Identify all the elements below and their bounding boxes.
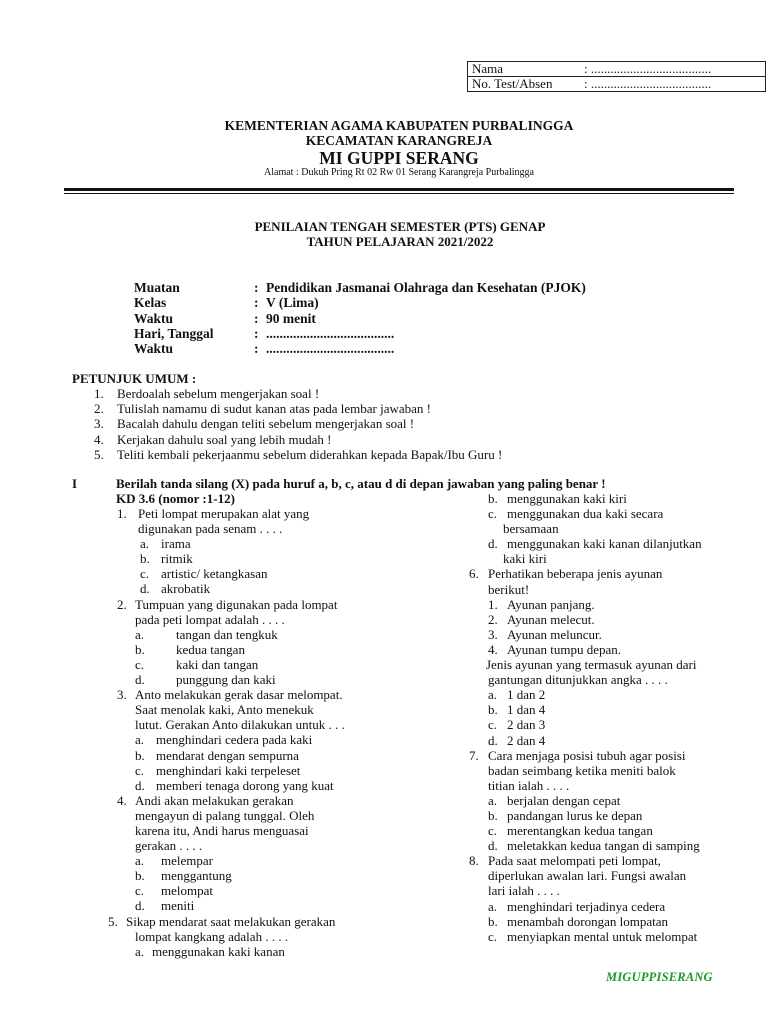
item-text: Ayunan panjang. bbox=[507, 596, 595, 612]
item-marker: a. bbox=[488, 792, 498, 808]
question-line bbox=[463, 838, 768, 853]
item-marker: 4. bbox=[117, 792, 127, 808]
item-text: Peti lompat merupakan alat yang bbox=[138, 506, 310, 521]
question-line bbox=[100, 763, 390, 778]
item-marker: b. bbox=[135, 747, 145, 763]
question-line bbox=[100, 717, 390, 732]
meta-colon: : bbox=[254, 310, 259, 326]
item-marker: c. bbox=[135, 762, 145, 778]
item-marker: 1. bbox=[117, 506, 127, 521]
item-text: menambah dorongan lompatan bbox=[507, 913, 669, 929]
item-text: menggunakan kaki kanan bbox=[152, 943, 285, 959]
item-text: menghindari kaki terpeleset bbox=[156, 762, 301, 778]
name-row bbox=[468, 62, 766, 77]
instruction-text: Kerjakan dahulu soal yang lebih mudah ! bbox=[117, 431, 332, 447]
exam-year: TAHUN PELAJARAN 2021/2022 bbox=[306, 234, 494, 249]
item-text: Cara menjaga posisi tubuh agar posisi bbox=[488, 747, 686, 763]
item-marker: 8. bbox=[469, 853, 479, 869]
question-line bbox=[100, 944, 390, 959]
item-marker: a. bbox=[135, 943, 145, 959]
question-line bbox=[100, 929, 390, 944]
instruction-number: 5. bbox=[94, 446, 104, 462]
item-marker: 4. bbox=[488, 641, 498, 657]
item-text: gerakan . . . . bbox=[135, 838, 203, 854]
exam-title: PENILAIAN TENGAH SEMESTER (PTS) GENAP bbox=[254, 219, 546, 234]
item-marker: c. bbox=[140, 566, 150, 582]
test-field: : ..................................... bbox=[580, 77, 766, 92]
meta-label: Muatan bbox=[134, 280, 180, 295]
question-line bbox=[100, 853, 390, 868]
question-line bbox=[463, 883, 768, 898]
item-text: Saat menolak kaki, Anto menekuk bbox=[135, 702, 314, 718]
item-text: Sikap mendarat saat melakukan gerakan bbox=[126, 913, 336, 929]
item-text: Jenis ayunan yang termasuk ayunan dari bbox=[486, 657, 697, 673]
question-line bbox=[100, 521, 390, 536]
question-line bbox=[463, 506, 768, 521]
item-marker: d. bbox=[488, 732, 498, 748]
question-line bbox=[463, 521, 768, 536]
item-marker: d. bbox=[135, 672, 145, 688]
name-field: : ..................................... bbox=[580, 62, 766, 77]
item-marker: d. bbox=[135, 898, 145, 914]
item-text: berjalan dengan cepat bbox=[507, 792, 621, 808]
instruction-number: 4. bbox=[94, 431, 104, 447]
instruction-text: Teliti kembali pekerjaanmu sebelum diderahkan kepada Bapak/Ibu Guru ! bbox=[117, 446, 503, 462]
question-line bbox=[100, 778, 390, 793]
instruction-text: Berdoalah sebelum mengerjakan soal ! bbox=[117, 386, 320, 401]
item-text: melempar bbox=[161, 853, 213, 869]
question-line bbox=[100, 898, 390, 913]
item-text: ritmik bbox=[161, 551, 193, 567]
item-text: 2 dan 3 bbox=[507, 717, 546, 733]
item-marker: 1. bbox=[488, 596, 498, 612]
item-text: bersamaan bbox=[503, 521, 559, 537]
item-text: irama bbox=[161, 536, 191, 552]
question-line bbox=[463, 597, 768, 612]
item-text: titian ialah . . . . bbox=[488, 777, 570, 793]
item-marker: a. bbox=[488, 687, 498, 703]
item-marker: 2. bbox=[488, 611, 498, 627]
item-text: tangan dan tengkuk bbox=[176, 626, 278, 642]
item-marker: c. bbox=[488, 506, 498, 522]
item-marker: d. bbox=[488, 536, 498, 552]
item-marker: c. bbox=[135, 883, 145, 899]
question-line bbox=[100, 687, 390, 702]
item-text: gantungan ditunjukkan angka . . . . bbox=[488, 672, 668, 688]
item-text: kaki kiri bbox=[503, 551, 547, 567]
instruction-number: 1. bbox=[94, 386, 104, 401]
question-line bbox=[100, 672, 390, 687]
meta-colon: : bbox=[254, 341, 259, 357]
item-text: 2 dan 4 bbox=[507, 732, 546, 748]
item-marker: 6. bbox=[469, 566, 479, 582]
section-instruction: Berilah tanda silang (X) pada huruf a, b, c, atau d di depan jawaban yang paling benar ! bbox=[116, 476, 606, 491]
identity-box bbox=[467, 61, 766, 92]
item-text: Pada saat melompati peti lompat, bbox=[488, 853, 661, 869]
meta-label: Waktu bbox=[134, 310, 174, 326]
item-marker: d. bbox=[140, 581, 150, 597]
item-marker: c. bbox=[488, 928, 498, 944]
question-line bbox=[100, 914, 390, 929]
item-text: Ayunan meluncur. bbox=[507, 626, 602, 642]
item-text: merentangkan kedua tangan bbox=[507, 823, 653, 839]
item-text: mendarat dengan sempurna bbox=[156, 747, 299, 763]
question-line bbox=[100, 627, 390, 642]
item-text: menggantung bbox=[161, 868, 232, 884]
header-address: Alamat : Dukuh Pring Rt 02 Rw 01 Serang Karangreja Purbalingga bbox=[264, 167, 534, 178]
item-text: Ayunan melecut. bbox=[507, 611, 595, 627]
item-text: memberi tenaga dorong yang kuat bbox=[156, 777, 334, 793]
item-marker: d. bbox=[488, 838, 498, 854]
item-marker: d. bbox=[135, 777, 145, 793]
header-rule-thick bbox=[64, 188, 734, 191]
item-text: meniti bbox=[161, 898, 195, 914]
question-line bbox=[463, 612, 768, 627]
header-district: KECAMATAN KARANGREJA bbox=[305, 133, 493, 148]
question-line bbox=[100, 642, 390, 657]
instruction-text: Tulislah namamu di sudut kanan atas pada lembar jawaban ! bbox=[117, 401, 431, 417]
name-label: Nama bbox=[468, 62, 581, 77]
instructions-title: PETUNJUK UMUM : bbox=[72, 371, 197, 386]
header-school: MI GUPPI SERANG bbox=[319, 148, 479, 168]
question-line bbox=[463, 793, 768, 808]
question-line bbox=[463, 672, 768, 687]
section-kd: KD 3.6 (nomor :1-12) bbox=[116, 491, 235, 506]
meta-label: Hari, Tanggal bbox=[134, 325, 214, 341]
meta-value: V (Lima) bbox=[266, 295, 319, 311]
question-line bbox=[463, 899, 768, 914]
meta-value: Pendidikan Jasmanai Olahraga dan Kesehatan (PJOK) bbox=[266, 280, 586, 295]
question-line bbox=[463, 627, 768, 642]
question-line bbox=[463, 823, 768, 838]
questions-left-column bbox=[100, 506, 390, 959]
question-line bbox=[463, 868, 768, 883]
item-marker: 3. bbox=[488, 626, 498, 642]
questions-right-column bbox=[463, 491, 768, 944]
item-marker: 5. bbox=[108, 913, 118, 929]
item-text: menggunakan kaki kanan dilanjutkan bbox=[507, 536, 702, 552]
item-text: menggunakan kaki kiri bbox=[507, 491, 627, 506]
question-line bbox=[100, 566, 390, 581]
item-text: lari ialah . . . . bbox=[488, 883, 560, 899]
item-text: mengayun di palang tunggal. Oleh bbox=[135, 807, 315, 823]
item-text: artistic/ ketangkasan bbox=[161, 566, 268, 582]
item-marker: b. bbox=[488, 807, 498, 823]
item-marker: c. bbox=[488, 823, 498, 839]
header-rule-thin bbox=[64, 193, 734, 194]
item-text: Ayunan tumpu depan. bbox=[507, 641, 621, 657]
item-marker: a. bbox=[135, 626, 145, 642]
question-line bbox=[463, 536, 768, 551]
item-text: Andi akan melakukan gerakan bbox=[135, 792, 294, 808]
item-marker: 7. bbox=[469, 747, 479, 763]
item-text: akrobatik bbox=[161, 581, 211, 597]
item-text: badan seimbang ketika meniti balok bbox=[488, 762, 676, 778]
item-text: melompat bbox=[161, 883, 213, 899]
question-line bbox=[100, 702, 390, 717]
item-marker: c. bbox=[488, 717, 498, 733]
meta-value: ...................................... bbox=[266, 341, 395, 357]
instruction-number: 2. bbox=[94, 401, 104, 417]
question-line bbox=[463, 642, 768, 657]
question-line bbox=[463, 702, 768, 717]
meta-colon: : bbox=[254, 280, 259, 295]
item-marker: b. bbox=[135, 868, 145, 884]
question-line bbox=[100, 732, 390, 747]
item-text: Anto melakukan gerak dasar melompat. bbox=[135, 687, 343, 703]
item-marker: a. bbox=[135, 732, 145, 748]
item-text: Perhatikan beberapa jenis ayunan bbox=[488, 566, 663, 582]
question-line bbox=[463, 748, 768, 763]
question-line bbox=[463, 717, 768, 732]
item-text: kedua tangan bbox=[176, 641, 245, 657]
question-line bbox=[100, 581, 390, 596]
item-marker: 3. bbox=[117, 687, 127, 703]
item-text: pandangan lurus ke depan bbox=[507, 807, 643, 823]
meta-label: Kelas bbox=[134, 295, 167, 311]
instruction-number: 3. bbox=[94, 416, 104, 432]
question-line bbox=[463, 853, 768, 868]
test-label: No. Test/Absen bbox=[468, 77, 581, 92]
question-line bbox=[463, 733, 768, 748]
question-line bbox=[100, 657, 390, 672]
test-row bbox=[468, 77, 766, 92]
question-line bbox=[463, 657, 768, 672]
question-line bbox=[463, 778, 768, 793]
meta-colon: : bbox=[254, 325, 259, 341]
item-text: 1 dan 2 bbox=[507, 687, 546, 703]
item-marker: b. bbox=[488, 702, 498, 718]
footer-watermark: MIGUPPISERANG bbox=[606, 970, 713, 984]
item-text: lompat kangkang adalah . . . . bbox=[135, 928, 289, 944]
question-line bbox=[100, 793, 390, 808]
meta-label: Waktu bbox=[134, 341, 174, 357]
question-line bbox=[463, 551, 768, 566]
item-marker: 2. bbox=[117, 596, 127, 612]
item-text: 1 dan 4 bbox=[507, 702, 546, 718]
header-ministry: KEMENTERIAN AGAMA KABUPATEN PURBALINGGA bbox=[224, 118, 574, 133]
question-line bbox=[463, 566, 768, 581]
question-line bbox=[100, 823, 390, 838]
question-line bbox=[100, 597, 390, 612]
item-text: pada peti lompat adalah . . . . bbox=[135, 611, 285, 627]
question-line bbox=[463, 491, 768, 506]
item-text: lutut. Gerakan Anto dilakukan untuk . . . bbox=[135, 717, 345, 733]
item-marker: a. bbox=[140, 536, 150, 552]
item-text: Tumpuan yang digunakan pada lompat bbox=[135, 596, 338, 612]
question-line bbox=[463, 914, 768, 929]
section-number: I bbox=[72, 476, 78, 491]
meta-value: 90 menit bbox=[266, 310, 316, 326]
question-line bbox=[463, 687, 768, 702]
item-text: kaki dan tangan bbox=[176, 656, 259, 672]
meta-colon: : bbox=[254, 295, 259, 311]
item-text: menghindari cedera pada kaki bbox=[156, 732, 313, 748]
instruction-text: Bacalah dahulu dengan teliti sebelum mengerjakan soal ! bbox=[117, 416, 415, 432]
question-line bbox=[463, 929, 768, 944]
item-text: karena itu, Andi harus menguasai bbox=[135, 822, 309, 838]
question-line bbox=[100, 808, 390, 823]
question-line bbox=[463, 582, 768, 597]
question-line bbox=[100, 748, 390, 763]
item-text: menyiapkan mental untuk melompat bbox=[507, 928, 698, 944]
question-line bbox=[100, 883, 390, 898]
item-marker: a. bbox=[135, 853, 145, 869]
item-marker: b. bbox=[140, 551, 150, 567]
question-line bbox=[463, 808, 768, 823]
item-text: berikut! bbox=[488, 581, 530, 597]
item-marker: a. bbox=[488, 898, 498, 914]
item-marker: b. bbox=[135, 641, 145, 657]
item-text: menghindari terjadinya cedera bbox=[507, 898, 666, 914]
meta-value: ...................................... bbox=[266, 325, 395, 341]
question-line bbox=[100, 536, 390, 551]
item-text: diperlukan awalan lari. Fungsi awalan bbox=[488, 868, 687, 884]
item-text: menggunakan dua kaki secara bbox=[507, 506, 664, 522]
item-text: meletakkan kedua tangan di samping bbox=[507, 838, 700, 854]
item-text: punggung dan kaki bbox=[176, 672, 276, 688]
question-line bbox=[100, 506, 390, 521]
item-marker: b. bbox=[488, 491, 498, 506]
question-line bbox=[100, 551, 390, 566]
item-marker: c. bbox=[135, 656, 145, 672]
question-line bbox=[100, 612, 390, 627]
question-line bbox=[463, 763, 768, 778]
question-line bbox=[100, 868, 390, 883]
question-line bbox=[100, 838, 390, 853]
item-marker: b. bbox=[488, 913, 498, 929]
item-text: digunakan pada senam . . . . bbox=[138, 521, 283, 537]
